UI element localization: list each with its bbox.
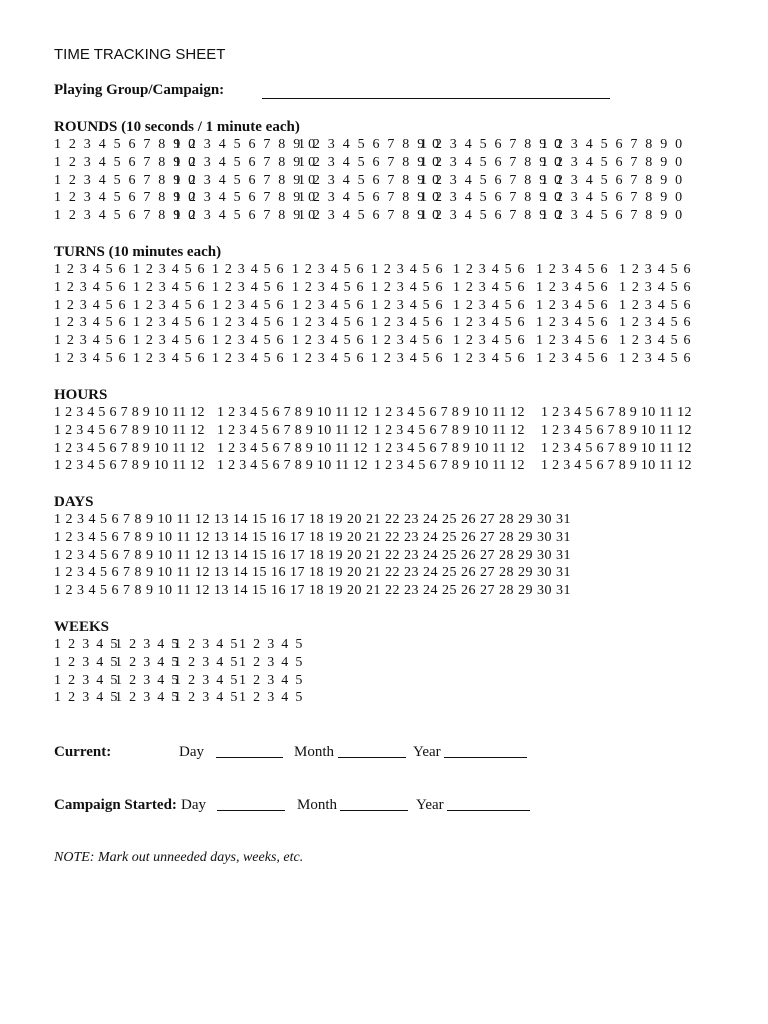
weeks-tracker-cell[interactable]: 1 2 3 4 5: [174, 637, 240, 652]
turns-tracker-cell[interactable]: 1 2 3 4 5 6: [453, 279, 526, 295]
turns-row: [54, 261, 754, 279]
campaign-started-row: [54, 796, 754, 814]
rounds-tracker-cell[interactable]: 1 2 3 4 5 6 7 8 9 0: [541, 190, 685, 206]
days-row: [54, 511, 754, 529]
turns-tracker-cell[interactable]: 1 2 3 4 5 6: [54, 262, 127, 277]
turns-tracker-cell[interactable]: 1 2 3 4 5 6: [292, 262, 365, 277]
campaign-month-field[interactable]: [340, 796, 408, 811]
turns-tracker-cell[interactable]: 1 2 3 4 5 6: [536, 333, 609, 349]
rounds-tracker-cell[interactable]: 1 2 3 4 5 6 7 8 9 0: [420, 208, 564, 224]
hours-tracker-cell[interactable]: 1 2 3 4 5 6 7 8 9 10 11 12: [374, 405, 525, 420]
turns-tracker-cell[interactable]: 1 2 3 4 5 6: [212, 333, 285, 349]
days-grid: [54, 511, 754, 600]
days-tracker-cell[interactable]: 1 2 3 4 5 6 7 8 9 10 11 12 13 14 15 16 17 18 19 20 21 22 23 24 25 26 27 28 29 30 31: [54, 583, 571, 599]
turns-tracker-cell[interactable]: 1 2 3 4 5 6: [619, 279, 692, 295]
rounds-tracker-cell[interactable]: 1 2 3 4 5 6 7 8 9 0: [420, 172, 564, 188]
turns-tracker-cell[interactable]: 1 2 3 4 5 6: [453, 333, 526, 349]
rounds-section: [54, 118, 754, 225]
rounds-grid: [54, 136, 754, 225]
rounds-row: [54, 172, 754, 190]
hours-row: [54, 457, 754, 475]
weeks-tracker-cell[interactable]: 1 2 3 4 5: [54, 654, 120, 670]
rounds-tracker-cell[interactable]: 1 2 3 4 5 6 7 8 9 0: [54, 137, 198, 152]
turns-tracker-cell[interactable]: 1 2 3 4 5 6: [133, 279, 206, 295]
rounds-tracker-cell[interactable]: 1 2 3 4 5 6 7 8 9 0: [174, 208, 318, 224]
hours-row: [54, 440, 754, 458]
weeks-tracker-cell[interactable]: 1 2 3 4 5: [54, 637, 120, 652]
turns-row: [54, 314, 754, 332]
playing-group-label: Playing Group/Campaign:: [54, 82, 225, 98]
hours-tracker-cell[interactable]: 1 2 3 4 5 6 7 8 9 10 11 12: [217, 422, 368, 438]
current-day-field[interactable]: [216, 743, 283, 758]
turns-tracker-cell[interactable]: 1 2 3 4 5 6: [54, 350, 127, 366]
rounds-tracker-cell[interactable]: 1 2 3 4 5 6 7 8 9 0: [54, 172, 198, 188]
hours-grid: [54, 404, 754, 475]
days-row: [54, 547, 754, 565]
rounds-tracker-cell[interactable]: 1 2 3 4 5 6 7 8 9 0: [54, 190, 198, 206]
turns-tracker-cell[interactable]: 1 2 3 4 5 6: [371, 350, 444, 366]
weeks-tracker-cell[interactable]: 1 2 3 4 5: [115, 672, 181, 688]
days-row: [54, 529, 754, 547]
days-row: [54, 564, 754, 582]
turns-tracker-cell[interactable]: 1 2 3 4 5 6: [292, 315, 365, 331]
turns-tracker-cell[interactable]: 1 2 3 4 5 6: [54, 297, 127, 313]
turns-tracker-cell[interactable]: 1 2 3 4 5 6: [292, 350, 365, 366]
rounds-tracker-cell[interactable]: 1 2 3 4 5 6 7 8 9 0: [298, 154, 442, 170]
rounds-row: [54, 189, 754, 207]
playing-group-row: [54, 82, 754, 99]
hours-section: [54, 386, 754, 475]
rounds-tracker-cell[interactable]: 1 2 3 4 5 6 7 8 9 0: [420, 154, 564, 170]
hours-tracker-cell[interactable]: 1 2 3 4 5 6 7 8 9 10 11 12: [374, 422, 525, 438]
weeks-tracker-cell[interactable]: 1 2 3 4 5: [239, 654, 305, 670]
rounds-row: [54, 207, 754, 225]
turns-tracker-cell[interactable]: 1 2 3 4 5 6: [54, 279, 127, 295]
weeks-heading: WEEKS: [54, 619, 110, 635]
hours-tracker-cell[interactable]: 1 2 3 4 5 6 7 8 9 10 11 12: [541, 440, 692, 456]
rounds-tracker-cell[interactable]: 1 2 3 4 5 6 7 8 9 0: [298, 137, 442, 152]
rounds-tracker-cell[interactable]: 1 2 3 4 5 6 7 8 9 0: [298, 172, 442, 188]
weeks-tracker-cell[interactable]: 1 2 3 4 5: [54, 690, 120, 706]
days-tracker-cell[interactable]: 1 2 3 4 5 6 7 8 9 10 11 12 13 14 15 16 17 18 19 20 21 22 23 24 25 26 27 28 29 30 31: [54, 512, 571, 527]
hours-tracker-cell[interactable]: 1 2 3 4 5 6 7 8 9 10 11 12: [54, 458, 205, 474]
current-year-field[interactable]: [444, 743, 527, 758]
turns-tracker-cell[interactable]: 1 2 3 4 5 6: [212, 279, 285, 295]
days-section: [54, 493, 754, 600]
rounds-heading: ROUNDS (10 seconds / 1 minute each): [54, 119, 300, 135]
weeks-row: [54, 689, 754, 707]
turns-tracker-cell[interactable]: 1 2 3 4 5 6: [619, 262, 692, 277]
turns-tracker-cell[interactable]: 1 2 3 4 5 6: [212, 297, 285, 313]
turns-tracker-cell[interactable]: 1 2 3 4 5 6: [54, 315, 127, 331]
campaign-month-label: Month: [297, 797, 338, 813]
rounds-tracker-cell[interactable]: 1 2 3 4 5 6 7 8 9 0: [541, 172, 685, 188]
rounds-row: [54, 136, 754, 154]
turns-tracker-cell[interactable]: 1 2 3 4 5 6: [453, 350, 526, 366]
turns-tracker-cell[interactable]: 1 2 3 4 5 6: [133, 350, 206, 366]
turns-tracker-cell[interactable]: 1 2 3 4 5 6: [133, 315, 206, 331]
turns-section: [54, 243, 754, 368]
rounds-tracker-cell[interactable]: 1 2 3 4 5 6 7 8 9 0: [54, 154, 198, 170]
turns-tracker-cell[interactable]: 1 2 3 4 5 6: [619, 333, 692, 349]
turns-tracker-cell[interactable]: 1 2 3 4 5 6: [371, 315, 444, 331]
weeks-row: [54, 672, 754, 690]
hours-row: [54, 422, 754, 440]
weeks-tracker-cell[interactable]: 1 2 3 4 5: [239, 690, 305, 706]
turns-tracker-cell[interactable]: 1 2 3 4 5 6: [133, 262, 206, 277]
current-year-label: Year: [413, 744, 441, 760]
campaign-year-label: Year: [416, 797, 444, 813]
weeks-section: [54, 618, 754, 707]
current-month-field[interactable]: [338, 743, 406, 758]
rounds-row: [54, 154, 754, 172]
rounds-tracker-cell[interactable]: 1 2 3 4 5 6 7 8 9 0: [420, 137, 564, 152]
rounds-tracker-cell[interactable]: 1 2 3 4 5 6 7 8 9 0: [174, 154, 318, 170]
weeks-row: [54, 654, 754, 672]
turns-tracker-cell[interactable]: 1 2 3 4 5 6: [371, 297, 444, 313]
weeks-tracker-cell[interactable]: 1 2 3 4 5: [115, 690, 181, 706]
hours-tracker-cell[interactable]: 1 2 3 4 5 6 7 8 9 10 11 12: [541, 405, 692, 420]
hours-row: [54, 404, 754, 422]
rounds-tracker-cell[interactable]: 1 2 3 4 5 6 7 8 9 0: [541, 208, 685, 224]
turns-tracker-cell[interactable]: 1 2 3 4 5 6: [453, 297, 526, 313]
campaign-year-field[interactable]: [447, 796, 530, 811]
hours-tracker-cell[interactable]: 1 2 3 4 5 6 7 8 9 10 11 12: [54, 422, 205, 438]
turns-row: [54, 297, 754, 315]
turns-tracker-cell[interactable]: 1 2 3 4 5 6: [536, 297, 609, 313]
page-title: TIME TRACKING SHEET: [54, 46, 226, 63]
turns-tracker-cell[interactable]: 1 2 3 4 5 6: [212, 262, 285, 277]
turns-tracker-cell[interactable]: 1 2 3 4 5 6: [536, 262, 609, 277]
days-tracker-cell[interactable]: 1 2 3 4 5 6 7 8 9 10 11 12 13 14 15 16 17 18 19 20 21 22 23 24 25 26 27 28 29 30 31: [54, 547, 571, 563]
days-heading: DAYS: [54, 494, 94, 510]
turns-row: [54, 350, 754, 368]
hours-tracker-cell[interactable]: 1 2 3 4 5 6 7 8 9 10 11 12: [54, 440, 205, 456]
weeks-tracker-cell[interactable]: 1 2 3 4 5: [174, 672, 240, 688]
turns-tracker-cell[interactable]: 1 2 3 4 5 6: [453, 315, 526, 331]
hours-tracker-cell[interactable]: 1 2 3 4 5 6 7 8 9 10 11 12: [54, 405, 205, 420]
turns-tracker-cell[interactable]: 1 2 3 4 5 6: [133, 333, 206, 349]
turns-grid: [54, 261, 754, 368]
turns-tracker-cell[interactable]: 1 2 3 4 5 6: [371, 333, 444, 349]
current-row: [54, 743, 754, 761]
weeks-tracker-cell[interactable]: 1 2 3 4 5: [174, 654, 240, 670]
hours-tracker-cell[interactable]: 1 2 3 4 5 6 7 8 9 10 11 12: [374, 458, 525, 474]
turns-tracker-cell[interactable]: 1 2 3 4 5 6: [619, 297, 692, 313]
turns-tracker-cell[interactable]: 1 2 3 4 5 6: [619, 315, 692, 331]
weeks-tracker-cell[interactable]: 1 2 3 4 5: [174, 690, 240, 706]
hours-heading: HOURS: [54, 387, 108, 403]
hours-tracker-cell[interactable]: 1 2 3 4 5 6 7 8 9 10 11 12: [217, 458, 368, 474]
rounds-tracker-cell[interactable]: 1 2 3 4 5 6 7 8 9 0: [174, 190, 318, 206]
turns-tracker-cell[interactable]: 1 2 3 4 5 6: [212, 350, 285, 366]
turns-tracker-cell[interactable]: 1 2 3 4 5 6: [536, 315, 609, 331]
campaign-day-label: Day: [181, 797, 206, 813]
note-text: NOTE: Mark out unneeded days, weeks, etc.: [54, 850, 304, 865]
turns-row: [54, 279, 754, 297]
turns-tracker-cell[interactable]: 1 2 3 4 5 6: [133, 297, 206, 313]
hours-tracker-cell[interactable]: 1 2 3 4 5 6 7 8 9 10 11 12: [541, 458, 692, 474]
hours-tracker-cell[interactable]: 1 2 3 4 5 6 7 8 9 10 11 12: [217, 440, 368, 456]
campaign-day-field[interactable]: [217, 796, 285, 811]
playing-group-field[interactable]: [262, 82, 610, 99]
hours-tracker-cell[interactable]: 1 2 3 4 5 6 7 8 9 10 11 12: [541, 422, 692, 438]
weeks-tracker-cell[interactable]: 1 2 3 4 5: [239, 672, 305, 688]
rounds-tracker-cell[interactable]: 1 2 3 4 5 6 7 8 9 0: [541, 137, 685, 152]
turns-tracker-cell[interactable]: 1 2 3 4 5 6: [453, 262, 526, 277]
current-day-label: Day: [179, 744, 204, 760]
turns-tracker-cell[interactable]: 1 2 3 4 5 6: [371, 279, 444, 295]
turns-tracker-cell[interactable]: 1 2 3 4 5 6: [292, 297, 365, 313]
turns-tracker-cell[interactable]: 1 2 3 4 5 6: [371, 262, 444, 277]
hours-tracker-cell[interactable]: 1 2 3 4 5 6 7 8 9 10 11 12: [374, 440, 525, 456]
rounds-tracker-cell[interactable]: 1 2 3 4 5 6 7 8 9 0: [420, 190, 564, 206]
campaign-started-label: Campaign Started:: [54, 797, 177, 813]
current-label: Current:: [54, 744, 112, 760]
rounds-tracker-cell[interactable]: 1 2 3 4 5 6 7 8 9 0: [298, 190, 442, 206]
current-month-label: Month: [294, 744, 335, 760]
days-tracker-cell[interactable]: 1 2 3 4 5 6 7 8 9 10 11 12 13 14 15 16 17 18 19 20 21 22 23 24 25 26 27 28 29 30 31: [54, 529, 571, 545]
days-row: [54, 582, 754, 600]
weeks-tracker-cell[interactable]: 1 2 3 4 5: [54, 672, 120, 688]
turns-tracker-cell[interactable]: 1 2 3 4 5 6: [619, 350, 692, 366]
weeks-tracker-cell[interactable]: 1 2 3 4 5: [115, 654, 181, 670]
turns-heading: TURNS (10 minutes each): [54, 244, 222, 260]
turns-tracker-cell[interactable]: 1 2 3 4 5 6: [292, 333, 365, 349]
turns-tracker-cell[interactable]: 1 2 3 4 5 6: [212, 315, 285, 331]
hours-tracker-cell[interactable]: 1 2 3 4 5 6 7 8 9 10 11 12: [217, 405, 368, 420]
rounds-tracker-cell[interactable]: 1 2 3 4 5 6 7 8 9 0: [174, 137, 318, 152]
rounds-tracker-cell[interactable]: 1 2 3 4 5 6 7 8 9 0: [174, 172, 318, 188]
turns-tracker-cell[interactable]: 1 2 3 4 5 6: [536, 350, 609, 366]
weeks-tracker-cell[interactable]: 1 2 3 4 5: [239, 637, 305, 652]
days-tracker-cell[interactable]: 1 2 3 4 5 6 7 8 9 10 11 12 13 14 15 16 17 18 19 20 21 22 23 24 25 26 27 28 29 30 31: [54, 565, 571, 581]
turns-tracker-cell[interactable]: 1 2 3 4 5 6: [536, 279, 609, 295]
rounds-tracker-cell[interactable]: 1 2 3 4 5 6 7 8 9 0: [54, 208, 198, 224]
turns-tracker-cell[interactable]: 1 2 3 4 5 6: [292, 279, 365, 295]
turns-tracker-cell[interactable]: 1 2 3 4 5 6: [54, 333, 127, 349]
weeks-grid: [54, 636, 754, 707]
rounds-tracker-cell[interactable]: 1 2 3 4 5 6 7 8 9 0: [298, 208, 442, 224]
weeks-tracker-cell[interactable]: 1 2 3 4 5: [115, 637, 181, 652]
turns-row: [54, 332, 754, 350]
weeks-row: [54, 636, 754, 654]
rounds-tracker-cell[interactable]: 1 2 3 4 5 6 7 8 9 0: [541, 154, 685, 170]
